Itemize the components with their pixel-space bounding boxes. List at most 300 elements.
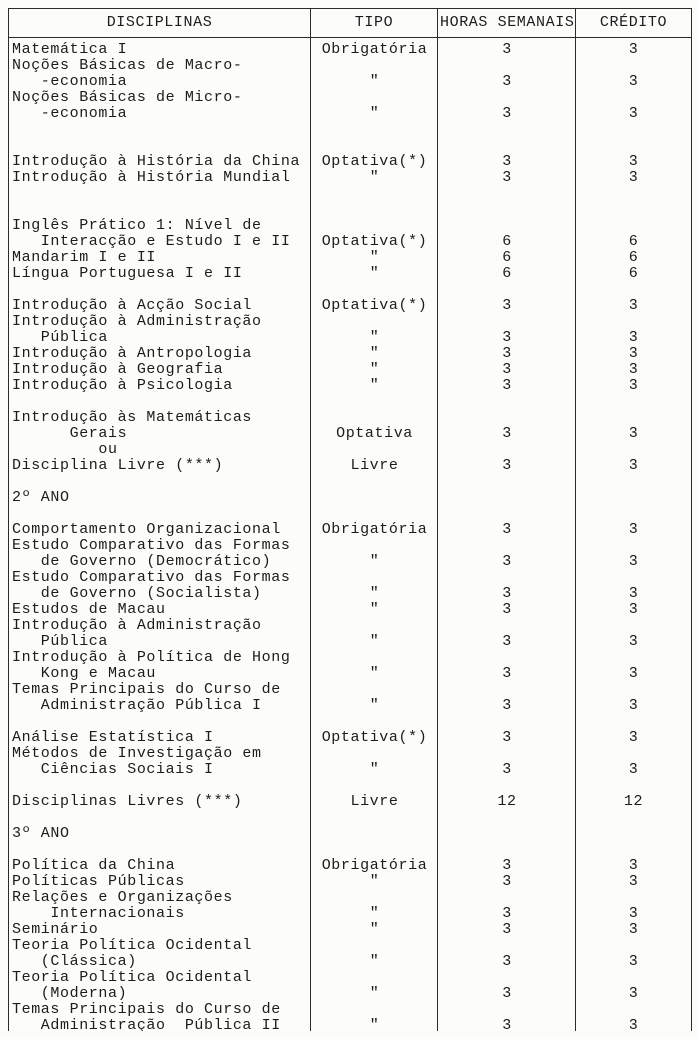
tipo-cell [311,186,438,202]
credito-cell: 6 [628,234,639,250]
horas-cell: 12 [497,794,517,810]
table-row [9,282,691,298]
discipline-cell [9,842,311,858]
tipo-cell: " [369,874,380,890]
discipline-cell: Ciências Sociais I [12,762,214,778]
tipo-cell [311,490,438,506]
discipline-cell [9,138,311,154]
discipline-cell: -economia [12,106,128,122]
credito-cell [576,138,691,154]
horas-cell [438,938,576,954]
tipo-cell: " [369,602,380,618]
credito-cell: 3 [628,954,639,970]
discipline-cell: Introdução à Antropologia [12,346,253,362]
table-body [9,38,691,1031]
tipo-cell [311,570,438,586]
horas-cell [438,890,576,906]
discipline-cell: de Governo (Socialista) [12,586,262,602]
tipo-cell: " [369,586,380,602]
horas-cell [438,506,576,522]
horas-cell: 3 [502,154,512,170]
table-row [9,250,691,266]
credito-cell: 3 [628,330,639,346]
horas-cell [438,970,576,986]
horas-cell: 3 [502,586,512,602]
discipline-cell: Kong e Macau [12,666,157,682]
discipline-cell: Estudo Comparativo das Formas [12,570,291,586]
horas-cell [438,90,576,106]
credito-cell: 3 [628,922,639,938]
horas-cell [438,1002,576,1018]
table-row [9,1002,691,1018]
table-row [9,794,691,810]
horas-cell [438,826,576,842]
horas-cell: 6 [502,250,512,266]
horas-cell [438,314,576,330]
discipline-cell: Comportamento Organizacional [12,522,281,538]
table-row [9,602,691,618]
table-row [9,586,691,602]
horas-cell: 3 [502,986,512,1002]
discipline-cell [9,282,311,298]
horas-cell [438,394,576,410]
credito-cell [576,842,691,858]
horas-cell [438,202,576,218]
discipline-cell: Inglês Prático 1: Nível de [12,218,262,234]
tipo-cell: " [369,362,380,378]
horas-cell: 3 [502,762,512,778]
horas-cell [438,810,576,826]
horas-cell: 3 [502,666,512,682]
horas-cell: 3 [502,170,512,186]
tipo-cell [311,506,438,522]
discipline-cell: Política da China [12,858,176,874]
credito-cell: 3 [628,698,639,714]
table-row [9,666,691,682]
tipo-cell [311,842,438,858]
tipo-cell [311,826,438,842]
column-divider [310,38,311,1031]
credito-cell: 3 [628,42,639,58]
credito-cell: 3 [628,346,639,362]
table-row [9,474,691,490]
horas-cell [438,490,576,506]
horas-cell: 3 [502,906,512,922]
table-row [9,218,691,234]
table-row [9,554,691,570]
discipline-cell: Interacção e Estudo I e II [12,234,291,250]
column-header-horas-semanais: HORAS SEMANAIS [438,9,576,37]
horas-cell: 6 [502,234,512,250]
table-row [9,362,691,378]
horas-cell: 3 [502,954,512,970]
horas-cell: 3 [502,346,512,362]
horas-cell: 3 [502,362,512,378]
tipo-cell: " [369,74,380,90]
tipo-cell [311,538,438,554]
tipo-cell: Optativa(*) [321,730,428,746]
tipo-cell [311,218,438,234]
table-row [9,42,691,58]
horas-cell [438,122,576,138]
discipline-cell: Relações e Organizações [12,890,233,906]
credito-cell [576,890,691,906]
table-row [9,410,691,426]
table-row [9,330,691,346]
discipline-cell: -economia [12,74,128,90]
horas-cell [438,682,576,698]
credito-cell: 3 [628,378,639,394]
horas-cell: 3 [502,858,512,874]
tipo-cell [311,618,438,634]
credito-cell [576,538,691,554]
horas-cell: 3 [502,602,512,618]
table-row [9,874,691,890]
tipo-cell: " [369,346,380,362]
horas-cell [438,650,576,666]
credito-cell: 3 [628,154,639,170]
credito-cell [576,810,691,826]
table-row [9,90,691,106]
tipo-cell: " [369,906,380,922]
horas-cell: 3 [502,1018,512,1031]
discipline-cell: Temas Principais do Curso de [12,1002,281,1018]
table-row [9,490,691,506]
discipline-cell [9,810,311,826]
tipo-cell [311,746,438,762]
tipo-cell: " [369,106,380,122]
tipo-cell [311,442,438,458]
horas-cell [438,842,576,858]
discipline-cell: Políticas Públicas [12,874,185,890]
discipline-cell: Seminário [12,922,99,938]
tipo-cell [311,58,438,74]
horas-cell [438,538,576,554]
table-row [9,378,691,394]
credito-cell [576,618,691,634]
table-row [9,394,691,410]
discipline-cell: Introdução à História da China [12,154,301,170]
horas-cell: 3 [502,522,512,538]
column-header-credito: CRÉDITO [599,14,668,31]
table-row [9,746,691,762]
table-row [9,442,691,458]
table-row [9,154,691,170]
credito-cell: 3 [628,762,639,778]
horas-cell: 3 [502,74,512,90]
credito-cell [576,970,691,986]
discipline-cell: Métodos de Investigação em [12,746,262,762]
discipline-cell: Temas Principais do Curso de [12,682,281,698]
tipo-cell [311,314,438,330]
table-row [9,74,691,90]
credito-cell [576,474,691,490]
discipline-cell: Mandarim I e II [12,250,157,266]
horas-cell: 3 [502,330,512,346]
table-row [9,954,691,970]
credito-cell [576,186,691,202]
horas-cell: 3 [502,458,512,474]
table-row [9,538,691,554]
discipline-cell: Introdução às Matemáticas [12,410,253,426]
discipline-cell: Estudos de Macau [12,602,166,618]
tipo-cell [311,138,438,154]
tipo-cell [311,938,438,954]
horas-cell [438,218,576,234]
horas-cell [438,58,576,74]
column-divider [437,38,438,1031]
table-row [9,298,691,314]
discipline-cell: Matemática I [12,42,128,58]
discipline-cell: Administração Pública I [12,698,262,714]
credito-cell: 3 [628,1018,639,1031]
credito-cell: 3 [628,522,639,538]
table-row [9,890,691,906]
table-row [9,650,691,666]
table-row [9,314,691,330]
discipline-cell: Análise Estatística I [12,730,214,746]
table-row [9,202,691,218]
horas-cell: 3 [502,554,512,570]
credito-cell: 3 [628,730,639,746]
credito-cell: 3 [628,858,639,874]
tipo-cell: " [369,762,380,778]
table-row [9,1018,691,1031]
table-row [9,426,691,442]
credito-cell [576,442,691,458]
discipline-cell: 2º ANO [12,490,70,506]
discipline-cell: Introdução à Administração [12,618,262,634]
tipo-cell [311,394,438,410]
table-row [9,138,691,154]
tipo-cell [311,90,438,106]
horas-cell [438,474,576,490]
tipo-cell: " [369,378,380,394]
tipo-cell: Optativa(*) [321,234,428,250]
credito-cell [576,570,691,586]
credito-cell: 3 [628,458,639,474]
discipline-cell: Língua Portuguesa I e II [12,266,243,282]
credito-cell [576,650,691,666]
tipo-cell [311,890,438,906]
horas-cell: 3 [502,426,512,442]
credito-cell [576,778,691,794]
table-row [9,778,691,794]
tipo-cell [311,682,438,698]
table-row [9,634,691,650]
credito-cell [576,394,691,410]
table-row [9,986,691,1002]
table-row [9,698,691,714]
table-row [9,858,691,874]
tipo-cell: " [369,922,380,938]
discipline-cell: Administração Pública II [12,1018,281,1031]
horas-cell [438,570,576,586]
horas-cell: 3 [502,634,512,650]
discipline-cell: Estudo Comparativo das Formas [12,538,291,554]
table-row [9,58,691,74]
discipline-cell: 3º ANO [12,826,70,842]
horas-cell [438,746,576,762]
discipline-cell: Introdução à Geografia [12,362,224,378]
credito-cell: 3 [628,362,639,378]
table-row [9,970,691,986]
discipline-cell: (Moderna) [12,986,128,1002]
horas-cell: 3 [502,874,512,890]
table-row [9,810,691,826]
tipo-cell: Optativa [336,426,413,442]
credito-cell [576,1002,691,1018]
column-header-disciplinas: DISCIPLINAS [9,9,311,37]
credito-cell: 3 [628,106,639,122]
horas-cell [438,138,576,154]
credito-cell [576,90,691,106]
tipo-cell: " [369,986,380,1002]
tipo-cell: " [369,634,380,650]
credito-cell: 6 [628,250,639,266]
tipo-cell: " [369,170,380,186]
credito-cell [576,282,691,298]
discipline-cell: Introdução à Política de Hong [12,650,291,666]
tipo-cell [311,810,438,826]
column-divider [575,38,576,1031]
table-row [9,842,691,858]
tipo-cell: " [369,554,380,570]
tipo-cell: Livre [350,794,399,810]
horas-cell: 3 [502,698,512,714]
tipo-cell: " [369,1018,380,1031]
discipline-cell: Noções Básicas de Micro- [12,90,243,106]
horas-cell: 3 [502,106,512,122]
discipline-cell: ou [12,442,118,458]
table-row [9,506,691,522]
discipline-cell [9,474,311,490]
discipline-cell: Pública [12,634,109,650]
credito-cell: 12 [623,794,644,810]
horas-cell: 3 [502,378,512,394]
tipo-cell [311,650,438,666]
horas-cell: 3 [502,922,512,938]
tipo-cell [311,1002,438,1018]
tipo-cell [311,474,438,490]
table-row [9,618,691,634]
tipo-cell [311,970,438,986]
discipline-cell [9,778,311,794]
horas-cell: 3 [502,730,512,746]
credito-cell [576,714,691,730]
horas-cell [438,186,576,202]
tipo-cell [311,410,438,426]
table-row [9,106,691,122]
credito-cell [576,746,691,762]
discipline-cell [9,714,311,730]
table-row [9,730,691,746]
horas-cell: 6 [502,266,512,282]
tipo-cell: Obrigatória [321,858,428,874]
credito-cell [576,490,691,506]
discipline-cell: (Clássica) [12,954,137,970]
discipline-cell: Disciplina Livre (***) [12,458,224,474]
tipo-cell [311,122,438,138]
curriculum-table [8,8,692,1031]
table-row [9,266,691,282]
tipo-cell: Optativa(*) [321,298,428,314]
credito-cell [576,314,691,330]
discipline-cell: Teoria Política Ocidental [12,970,253,986]
credito-cell: 3 [628,906,639,922]
table-row [9,714,691,730]
horas-cell: 3 [502,42,512,58]
tipo-cell: " [369,698,380,714]
credito-cell: 3 [628,298,639,314]
discipline-cell: de Governo (Democrático) [12,554,272,570]
discipline-cell: Noções Básicas de Macro- [12,58,243,74]
horas-cell: 3 [502,298,512,314]
discipline-cell: Disciplinas Livres (***) [12,794,243,810]
tipo-cell [311,778,438,794]
tipo-cell: " [369,330,380,346]
tipo-cell: Obrigatória [321,42,428,58]
discipline-cell: Gerais [12,426,128,442]
discipline-cell: Internacionais [12,906,185,922]
credito-cell: 6 [628,266,639,282]
table-row [9,922,691,938]
table-row [9,522,691,538]
table-row [9,186,691,202]
table-row [9,762,691,778]
table-header-row [9,9,691,38]
credito-cell [576,506,691,522]
tipo-cell: " [369,954,380,970]
table-row [9,234,691,250]
tipo-cell: Obrigatória [321,522,428,538]
horas-cell [438,442,576,458]
table-row [9,570,691,586]
table-row [9,826,691,842]
credito-cell [576,202,691,218]
horas-cell [438,618,576,634]
tipo-cell: " [369,266,380,282]
horas-cell [438,282,576,298]
tipo-cell [311,282,438,298]
table-row [9,170,691,186]
column-header-tipo: TIPO [311,9,438,37]
credito-cell [576,682,691,698]
discipline-cell [9,122,311,138]
table-row [9,458,691,474]
credito-cell: 3 [628,554,639,570]
table-row [9,346,691,362]
tipo-cell: Optativa(*) [321,154,428,170]
discipline-cell: Introdução à Administração [12,314,262,330]
tipo-cell [311,202,438,218]
credito-cell: 3 [628,634,639,650]
tipo-cell: " [369,666,380,682]
credito-cell: 3 [628,426,639,442]
credito-cell: 3 [628,874,639,890]
discipline-cell [9,506,311,522]
horas-cell [438,714,576,730]
table-row [9,906,691,922]
tipo-cell: " [369,250,380,266]
credito-cell: 3 [628,602,639,618]
tipo-cell: Livre [350,458,399,474]
credito-cell: 3 [628,666,639,682]
credito-cell: 3 [628,986,639,1002]
credito-cell [576,122,691,138]
credito-cell [576,58,691,74]
discipline-cell [9,394,311,410]
